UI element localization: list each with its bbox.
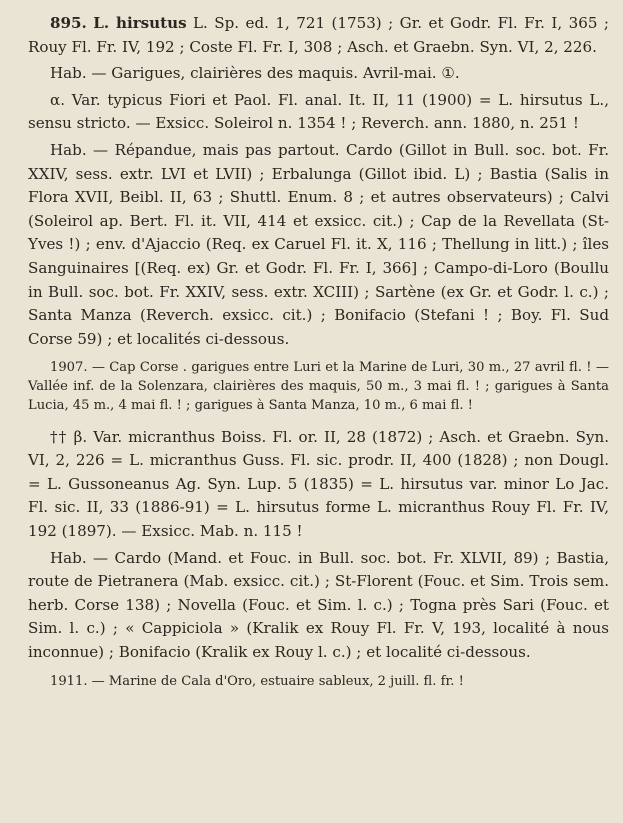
variety-alpha-habitat: Hab. — Répandue, mais pas partout. Cardo (Gillot in Bull. soc. bot. Fr. XXIV, sess. extr. LVI et LVII) ; Erbalunga (Gillot ibid. L) ; Bastia (Salis in Flora XVII, Beibl. II, 63 ; Shuttl. Enum. 8 ; et autres observateurs) ; Calvi (Soleirol ap. Bert. Fl. it. VII, 414 et exsicc. cit.) ; Cap de la Revellata (St-Yves !) ; env. d'Ajaccio (Req. ex Caruel Fl. it. X, 116 ; Thellung in litt.) ; îles Sanguinaires [(Req. ex) Gr. et Godr. Fl. Fr. I, 366] ; Campo-di-Loro (Boullu in Bull. soc. bot. Fr. XXIV, sess. extr. XCIII) ; Sartène (ex Gr. et Godr. l. c.) ; Santa Manza (Reverch. exsicc. cit.) ; Bonifacio (Stefani ! ; Boy. Fl. Sud Corse 59) ; et localités ci-dessous. — [28, 140, 609, 348]
species-citation: L. Sp. ed. 1, 721 (1753) ; Gr. et Godr. Fl. Fr. I, 365 ; Rouy Fl. Fr. IV, 192 ; Coste Fl. Fr. I, 308 ; Asch. et Graebn. Syn. VI, 2, 226. — [28, 14, 609, 56]
variety-alpha-records: 1907. — Cap Corse . garigues entre Luri et la Marine de Luri, 30 m., 27 avril fl. ! — Vallée inf. de la Solenzara, clairières des maquis, 50 m., 3 mai fl. ! ; garigues à Santa Lucia, 45 m., 4 mai fl. ! ; garigues à Santa Manza, 10 m., 6 mai fl. ! — [28, 360, 609, 413]
variety-beta-header: †† β. Var. micranthus Boiss. Fl. or. II, 28 (1872) ; Asch. et Graebn. Syn. VI, 2, 226 = L. micranthus Guss. Fl. sic. prodr. II, 400 (1828) ; non Dougl. = L. Gussoneanus Ag. Syn. Lup. 5 (1835) = L. hirsutus var. minor Lo Jac. Fl. sic. II, 33 (1886-91) = L. hirsutus forme L. micranthus Rouy Fl. Fr. IV, 192 (1897). — Exsicc. Mab. n. 115 ! — [28, 427, 609, 541]
species-entry — [28, 12, 609, 59]
variety-alpha-header: α. Var. typicus Fiori et Paol. Fl. anal. It. II, 11 (1900) = L. hirsutus L., sensu stricto. — Exsicc. Soleirol n. 1354 ! ; Reverch. ann. 1880, n. 251 ! — [28, 90, 609, 133]
variety-beta-records: 1911. — Marine de Cala d'Oro, estuaire sableux, 2 juill. fl. fr. ! — [50, 673, 464, 689]
entry-number: 895. — [50, 14, 87, 32]
species-habitat: Hab. — Garigues, clairières des maquis. Avril-mai. ①. — [50, 64, 460, 83]
species-name: L. hirsutus — [93, 14, 187, 32]
variety-beta-habitat: Hab. — Cardo (Mand. et Fouc. in Bull. soc. bot. Fr. XLVII, 89) ; Bastia, route de Pietranera (Mab. exsicc. cit.) ; St-Florent (Fouc. et Sim. Trois sem. herb. Corse 138) ; Novella (Fouc. et Sim. l. c.) ; Togna près Sari (Fouc. et Sim. l. c.) ; « Cappiciola » (Kralik ex Rouy Fl. Fr. V, 193, localité à nous inconnue) ; Bonifacio (Kralik ex Rouy l. c.) ; et localité ci-dessous. — [28, 548, 609, 662]
